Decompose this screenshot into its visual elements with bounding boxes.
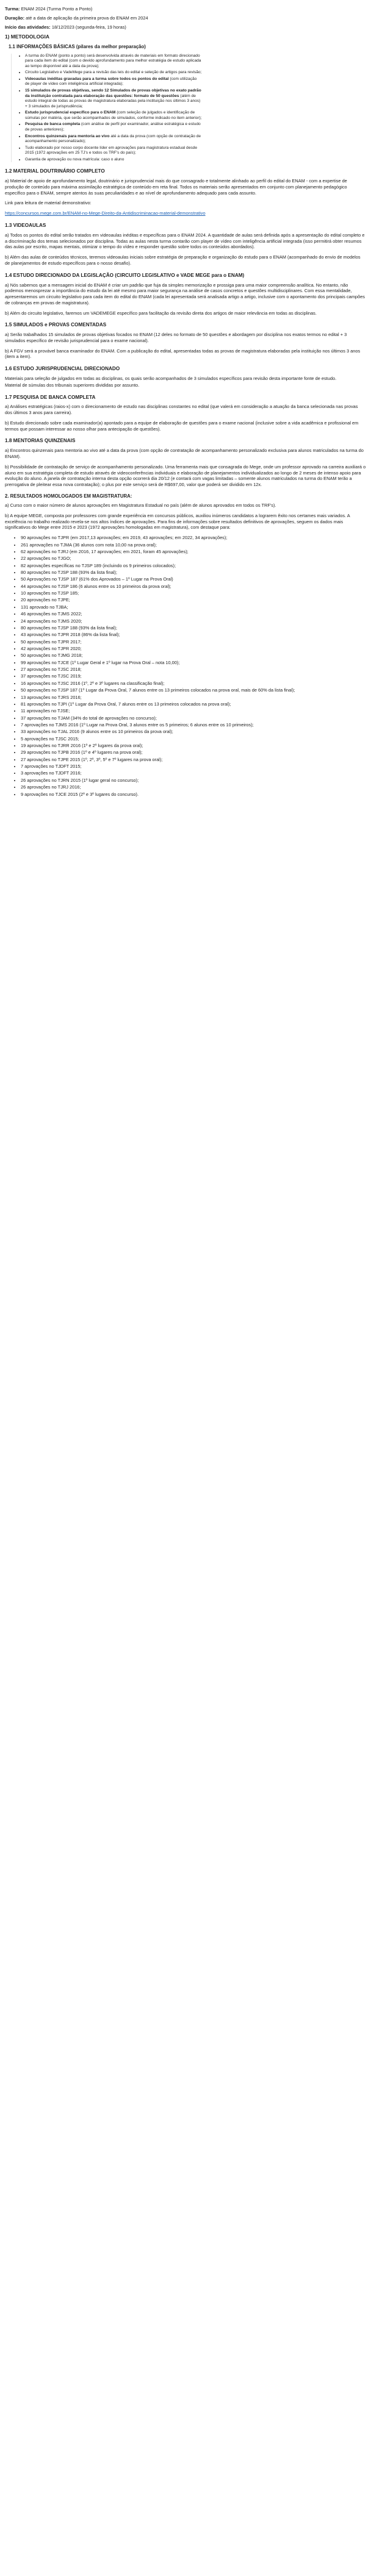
pilar-item-text: Circuito Legislativo e VadeMege para a revisão das leis do edital e seleção de artigos para revisão; (25, 70, 202, 75)
resultado-item: • 44 aprovações no TJSP 186 (6 alunos entre os 10 primeiros da prova oral); (21, 584, 366, 590)
resultado-item: • 80 aprovações no TJSP 188 (93% da lista final); (21, 625, 366, 631)
resultado-item: • 3 aprovações no TJDFT 2016; (21, 770, 366, 776)
pilar-item-text: (com utilização de player de vídeo com inteligência artificial integrada); (25, 76, 197, 87)
banca-title: 1.7 PESQUISA DE BANCA COMPLETA (5, 394, 96, 400)
resultado-item: • 16 aprovações no TJSC 2016 (1º, 2º e 3º lugares na classificação final); (21, 681, 366, 687)
banca-paragraph-b: b) Estudo direcionado sobre cada examinador(a) apontado para a equipe de elaboração de questões para o exame nacional (inclusive sobre a vida acadêmica e profissional em termos que possam interessar ao nosso olhar para antecipação de questões). (5, 420, 359, 432)
material-link-line (5, 210, 366, 216)
pilar-item (25, 134, 202, 145)
pilar-item-highlight: 15 simulados de provas objetivas, sendo 12 Simulados de provas objetivas no exato padrão da instituição contratada para elaboração das questões: formato de 50 questões (25, 88, 201, 98)
resultado-item: • 261 aprovações no TJMA (36 alunos com nota 10,00 na prova oral); (21, 542, 366, 548)
inicio-value: 18/12/2023 (segunda-feira, 19 horas) (51, 24, 126, 30)
simulados-title: 1.5 SIMULADOS e PROVAS COMENTADAS (5, 322, 107, 328)
resultado-item: • 9 aprovações no TJCE 2015 (2º e 3º lugares do concurso). (21, 792, 366, 798)
pilar-item-text: (com seleção de julgados e identificação de súmulas por matéria, que serão acompanhados de simulados, conforme indicado no item anterior); (25, 110, 202, 120)
pilar-item-text: até a data da prova (com opção de contratação de acompanhamento personalizado); (25, 134, 201, 144)
demo-material-link[interactable]: https://concursos.mege.com.br/ENAM-no-Mege-Direito-da-Antidiscriminacao-material-demonstrativo (5, 210, 206, 216)
pilar-item-highlight: Pesquisa de banca completa (25, 122, 81, 127)
pilar-item-highlight: Estudo jurisprudencial específico para o ENAM (25, 110, 116, 115)
resultado-item: • 24 aprovações no TJMS 2020; (21, 618, 366, 624)
material-paragraph-a: a) Material de apoio de aprofundamento legal, doutrinário e jurisprudencial mais do que consagrado e totalmente alinhado ao perfil do edital do ENAM - com a expertise de produção de conteúdo para máxima assimilação estratégica de conteúdo em reta final. Todos os materiais serão apresentados em conjunto com planejamento pedagógico específico para o ENAM, sempre atentos às suas peculiaridades e ao nível de aprofundamento adequado para cada assunto. (5, 178, 347, 196)
resultado-item: • 43 aprovações no TJPR 2018 (86% da lista final); (21, 632, 366, 638)
resultado-item: • 99 aprovações no TJCE (1º Lugar Geral e 1º lugar na Prova Oral – nota 10,00); (21, 660, 366, 666)
resultado-item: • 10 aprovações no TJSP 185; (21, 590, 366, 596)
jurisprudencial-paragraph-1: Materiais para seleção de julgados em todas as disciplinas, os quais serão acompanhados de 3 simulados específicos para revisão desta importante fonte de estudo. (5, 376, 337, 382)
pilar-item (25, 70, 202, 76)
simulados-paragraph-a: a) Serão trabalhados 15 simulados de provas objetivas focados no ENAM (12 deles no formato de 50 questões e abordagem por disciplina nos exatos termos no edital + 3 simulados específico de revisão jurisprudencial para o exame nacional). (5, 332, 347, 343)
turma-value: ENAM 2024 (Turma Ponto a Ponto) (21, 6, 93, 12)
pilar-item (25, 77, 202, 87)
pilar-item (25, 122, 202, 132)
resultado-item: • 20 aprovações no TJPE; (21, 597, 366, 603)
resultados-paragraph-b: b) A equipe MEGE, composta por professores com grande experiência em concursos públicos, auxiliou inúmeros candidatos a lograrem êxito nos certames mais variados. A excelência no trabalho realizado revela-se nos altos índices de aprovações. Para fins de informações sobre resultados definitivos de aprovações, seguem os dados mais significativos do Mege entre 2015 e 2023 (1972 aprovações homologadas em magistratura), com destaque para: (5, 512, 350, 531)
pilar-item-text: Garantia de aprovação ou nova matrícula: caso o aluno (25, 157, 124, 162)
pilar-item (25, 88, 202, 109)
pilares-box (11, 54, 202, 163)
resultado-item: • 90 aprovações no TJPR (em 2017,13 aprovações; em 2019, 43 aprovações; em 2022, 34 aprovações); (21, 535, 366, 541)
circuito-title: 1.4 ESTUDO DIRECIONADO DA LEGISLAÇÃO (CIRCUITO LEGISLATIVO e VADE MEGE para o ENAM) (5, 272, 245, 278)
resultado-item: • 50 Aprovações no TJSP 187 (61% dos Aprovados – 1º Lugar na Prova Oral) (21, 576, 366, 582)
pilares-list (19, 54, 202, 163)
inicio-label: Início das atividades: (5, 24, 51, 30)
resultados-list (5, 535, 366, 797)
material-link-intro: Link para leitura de material demonstrativo: (5, 200, 92, 206)
metodologia-title: 1) METODOLOGIA (5, 34, 49, 40)
resultado-item: • 81 aprovações no TJPI (1º Lugar da Prova Oral, 7 alunos entre os 13 primeiros colocados na prova oral); (21, 701, 366, 707)
pilar-item-text: (com análise de perfil por examinador, análise estratégica e estudo de provas anteriores); (25, 122, 201, 132)
course-meta (5, 6, 366, 30)
resultado-item: • 80 aprovações no TJSP 188 (93% da lista final); (21, 570, 366, 576)
resultado-item: • 22 aprovações no TJGO; (21, 556, 366, 562)
videoaulas-title: 1.3 VIDEOAULAS (5, 223, 46, 229)
videoaulas-paragraph-b: b) Além das aulas de conteúdos técnicos, teremos videoaulas iniciais sobre estratégia de preparação e organização do estudo para o ENAM (acompanhado do envio de modelos de planejamentos de estudo específicos para o nosso desafio). (5, 254, 361, 266)
pilar-item-text: (além de estudo integral de todas as provas de magistratura elaboradas pela instituição nos últimos 3 anos) + 3 simulados de jurisprudência; (25, 93, 201, 109)
pilar-item-highlight: Videoaulas inéditas gravadas para a turma sobre todos os pontos do edital (25, 76, 169, 81)
resultado-item: • 27 aprovações no TJSC 2018; (21, 667, 366, 673)
resultado-item: • 27 aprovações no TJPE 2015 (1º, 2º, 3º, 5º e 7º lugares na prova oral); (21, 757, 366, 763)
mentorias-paragraph-a: a) Encontros quinzenais para mentoria ao vivo até a data da prova (com opção de contratação de acompanhamento personalizado exclusiva para alunos matriculados na turma do ENAM). (5, 448, 364, 460)
pilares-title: 1.1 INFORMAÇÕES BÁSICAS (pilares da melhor preparação) (9, 44, 146, 50)
resultado-item: • 26 aprovações no TJRN 2015 (1º lugar geral no concurso); (21, 778, 366, 784)
pilar-item (25, 146, 202, 156)
pilar-item-text: A turma do ENAM (ponto a ponto) será desenvolvida através de materiais em formato direcionado para cada item do edital (com o devido aprofundamento para melhor estratégia de estudo aplicada ao tempo disponível até a data da prova); (25, 53, 201, 68)
inicio-line (5, 24, 366, 30)
resultado-item: • 62 aprovações no TJRJ (em 2016, 17 aprovações; em 2021, foram 45 aprovações); (21, 549, 366, 555)
pilar-item-text: Tudo elaborado por nosso corpo docente líder em aprovações para magistratura estadual desde 2015 (1972 aprovações em 25 TJ's e todos os TRF's do país); (25, 145, 197, 156)
pilar-item-highlight: Encontros quinzenais para mentoria ao vivo (25, 134, 110, 138)
videoaulas-paragraph-a: a) Todos os pontos do edital serão tratados em videoaulas inéditas e específicas para o ENAM 2024. A quantidade de aulas será definida após a apresentação do edital completo e a discriminação dos temas selecionados por disciplina. Todas as aulas nesta turma contarão com player de vídeo com inteligência artificial integrada (isso permitirá obter resumos das aulas por escrito, mapas mentais, otimizar o tempo do vídeo e responder questão sobre todos os conteúdos abordados). (5, 232, 365, 250)
resultado-item: • 29 aprovações no TJPB 2016 (1º e 4º lugares na prova oral); (21, 750, 366, 756)
jurisprudencial-paragraph-2: Material de súmulas dos tribunais superiores divididas por assunto. (5, 382, 140, 388)
resultado-item: • 37 aprovações no TJAM (34% do total de aprovações no concurso); (21, 715, 366, 721)
jurisprudencial-title: 1.6 ESTUDO JURISPRUDENCIAL DIRECIONADO (5, 366, 120, 372)
resultado-item: • 11 aprovações no TJSE; (21, 708, 366, 714)
resultados-title: 2. RESULTADOS HOMOLOGADOS EM MAGISTRATURA: (5, 493, 132, 499)
page (0, 0, 371, 797)
resultado-item: • 131 aprovado no TJBA; (21, 604, 366, 610)
banca-paragraph-a: a) Análises estratégicas (raios-x) com o direcionamento de estudo nas disciplinas constantes no edital (que valerá em consideração a atuação da banca selecionada nas provas dos últimos 3 anos para carreira). (5, 404, 358, 416)
resultado-item: • 50 aprovações no TJPR 2017; (21, 639, 366, 645)
duracao-line (5, 15, 366, 21)
turma-label: Turma: (5, 6, 20, 12)
simulados-paragraph-b: b) A FGV será a provável banca examinador do ENAM. Com a publicação do edital, apresentadas todas as provas de magistratura elaboradas pela instituição nos últimos 3 anos (item a item). (5, 348, 361, 360)
circuito-paragraph-b: b) Além do circuito legislativo, faremos um VADEMEGE específico para facilitação da revisão direta dos artigos de maior relevância em todas as disciplinas. (5, 310, 317, 316)
turma-line (5, 6, 366, 12)
resultado-item: • 37 aprovações no TJSC 2019; (21, 673, 366, 679)
mentorias-paragraph-b: b) Possibilidade de contratação de serviço de acompanhamento personalizado. Uma ferramenta mais que consagrada do Mege, onde um professor aprovado na carreira auxiliará o aluno em sua estratégia completa de estudo através de videoconferências individuais e elaboração de planejamentos individualizados ao longo de 2 meses de intenso apoio para evolução do aluno. A janela de contratação interna desta opção ocorrerá dia 20/12 (e contará com vagas limitadas – somente alunos matriculados na turma do ENAM terão a prerrogativa de pleitear essa nova contratação); o plus por este serviço será de R$697,00, valor que poderá ser dividido em 12x. (5, 463, 366, 488)
resultado-item: • 26 aprovações no TJRJ 2016; (21, 784, 366, 790)
mentorias-title: 1.8 MENTORIAS QUINZENAIS (5, 438, 76, 444)
pilar-item (25, 110, 202, 121)
resultado-item: • 7 aprovações no TJDFT 2015; (21, 764, 366, 770)
resultado-item: • 13 aprovações no TJRS 2016; (21, 695, 366, 701)
resultado-item: • 5 aprovações no TJSC 2015; (21, 736, 366, 742)
pilar-item (25, 157, 202, 163)
resultado-item: • 19 aprovações no TJRR 2016 (1º e 2º lugares da prova oral); (21, 743, 366, 749)
resultado-item: • 33 aprovações no TJAL 2016 (9 alunos entre os 10 primeiros da prova oral); (21, 729, 366, 735)
duracao-value: até a data de aplicação da primeira prova do ENAM em 2024 (26, 15, 148, 21)
circuito-paragraph-a: a) Nós sabemos que a mensagem inicial do ENAM é criar um padrão que fuja da simples memorização e prossiga para uma maior compreensão analítica. No entanto, não podemos menosprezar a importância do estudo da lei até mesmo para maior segurança na análise de casos concretos e questões multidisciplinares. Com essa mentalidade, apresentaremos um circuito legislativo para cada item do edital do ENAM (cada lei apresentada será analisada artigo a artigo, inclusive com o apontamento dos principais campões de cobranças em provas de magistratura). (5, 282, 365, 306)
resultado-item: • 7 aprovações no TJMS 2016 (1º Lugar na Prova Oral, 3 alunos entre os 5 primeiros; 6 alunos entre os 10 primeiros); (21, 722, 366, 728)
resultado-item: • 82 aprovações específicas no TJSP 189 (incluindo os 9 primeiros colocados); (21, 563, 366, 569)
resultado-item: • 46 aprovações no TJMS 2022; (21, 611, 366, 617)
duracao-label: Duração: (5, 15, 25, 21)
resultado-item: • 42 aprovações no TJPR 2020; (21, 646, 366, 652)
resultado-item: • 50 aprovações no TJSP 187 (1º Lugar da Prova Oral, 7 alunos entre os 13 primeiros colocados na prova oral, mais de 60% da lista final); (21, 687, 366, 693)
material-title: 1.2 MATERIAL DOUTRINÁRIO COMPLETO (5, 168, 105, 174)
resultado-item: • 50 aprovações no TJMG 2018; (21, 653, 366, 659)
pilar-item (25, 54, 202, 70)
resultados-paragraph-a: a) Curso com o maior número de alunos aprovações em Magistratura Estadual no país (além de alunos aprovados em todos os TRF's). (5, 503, 276, 509)
